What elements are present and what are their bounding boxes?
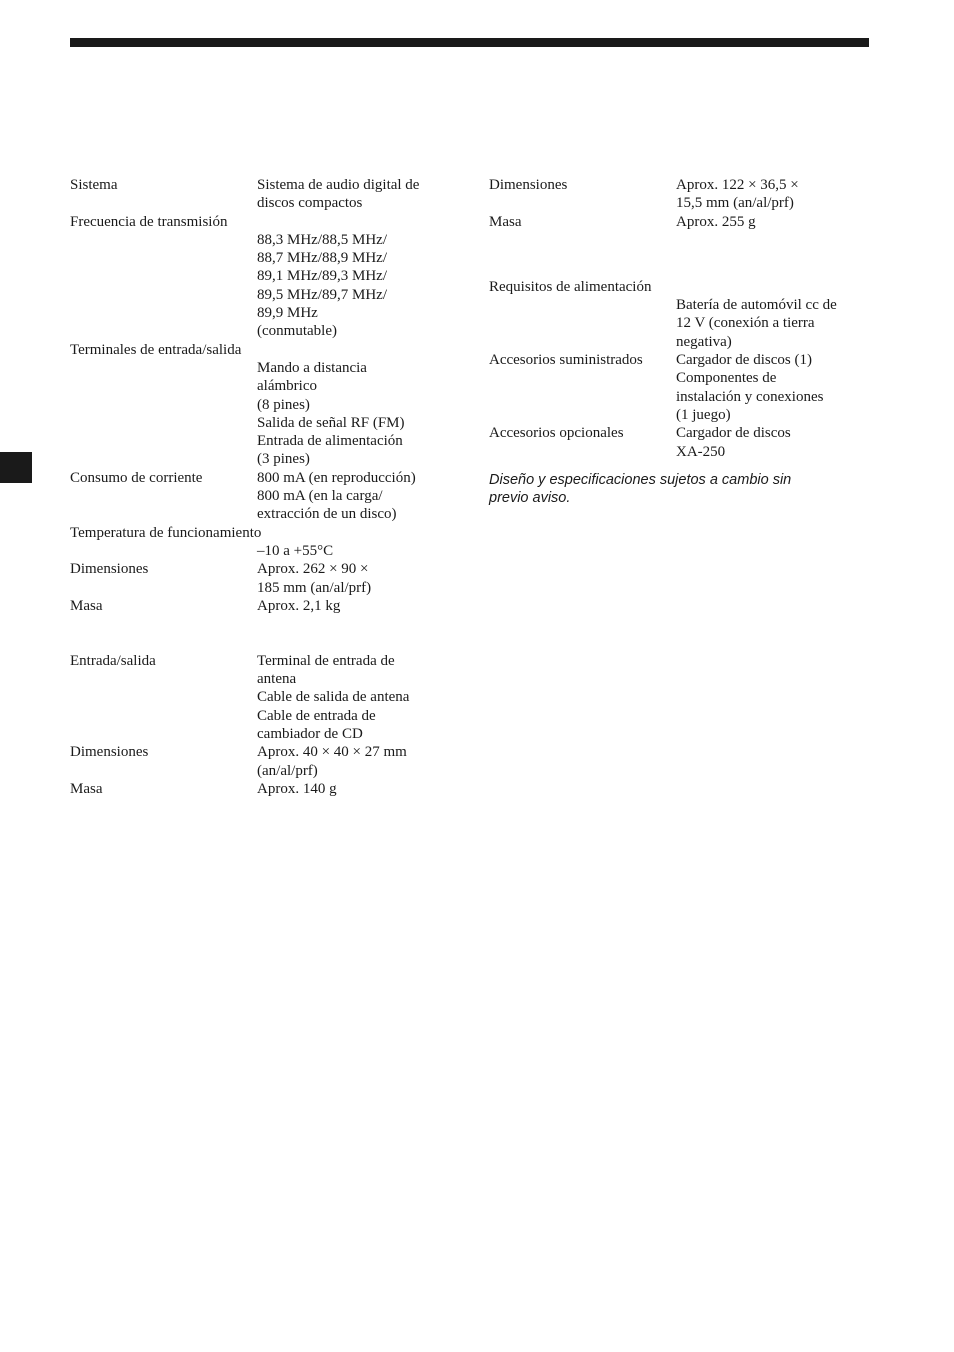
spec-label: Sistema [70,177,118,193]
value-line: extracción de un disco) [257,506,397,523]
value-line: –10 a +55°C [257,542,334,559]
spec-frecuencia-label: Frecuencia de transmisión [70,213,228,230]
spec-masa [70,597,460,615]
spec-accesorios-suministrados [489,351,869,424]
value-line: 88,7 MHz/88,9 MHz/ [257,250,387,267]
side-tab-marker [0,452,32,483]
spec-dimensiones [70,560,460,597]
value-line: 89,1 MHz/89,3 MHz/ [257,268,387,285]
note-line: previo aviso. [489,490,571,507]
spec-value [257,176,460,213]
value-line: instalación y conexiones [676,388,824,405]
value-line: 800 mA (en reproducción) [257,469,416,486]
value-line: antena [257,671,297,688]
value-line: Aprox. 40 × 40 × 27 mm [257,744,407,761]
spec-accesorios-opcionales [489,424,869,461]
value-line: cambiador de CD [257,725,363,742]
value-line: 800 mA (en la carga/ [257,488,383,505]
value-line: (3 pines) [257,451,310,468]
spec-requisitos-value [489,296,869,351]
spec-label: Masa [70,597,103,614]
value-line: Aprox. 122 × 36,5 × [676,177,799,193]
spec-temperatura-value [70,542,460,560]
spec-masa-interface [70,780,460,798]
spec-value [257,560,460,597]
spec-label: Dimensiones [70,744,149,761]
section-gap [489,231,869,278]
value-line: Aprox. 262 × 90 × [257,561,369,578]
spec-terminales-label: Terminales de entrada/salida [70,341,242,358]
spec-label: Masa [489,213,522,230]
spec-value [676,351,869,424]
specifications-note [489,471,849,508]
spec-label: Dimensiones [70,561,149,578]
note-line: Diseño y especificaciones sujetos a cambio sin [489,471,792,488]
value-line: discos compactos [257,195,363,212]
spec-value [257,652,460,743]
value-line: Salida de señal RF (FM) [257,414,405,431]
value-line: Aprox. 255 g [676,213,756,230]
spec-value [257,469,460,524]
spec-requisitos-label: Requisitos de alimentación [489,278,652,295]
spec-masa-remote [489,213,869,231]
spec-terminales-value [70,359,460,469]
value-line: Terminal de entrada de [257,652,395,669]
spec-label: Masa [70,780,103,797]
spec-label: Accesorios opcionales [489,425,624,442]
spec-consumo [70,469,460,524]
value-line: Cargador de discos [676,425,791,442]
value-line: Entrada de alimentación [257,433,403,450]
value-line: Componentes de [676,370,777,387]
spec-value [676,176,869,213]
value-line: 185 mm (an/al/prf) [257,579,372,596]
spec-value [257,743,460,780]
spec-label: Accesorios suministrados [489,352,643,369]
value-line: (8 pines) [257,396,310,413]
spec-value [676,213,869,231]
value-line: (conmutable) [257,323,337,340]
spec-sistema [70,176,460,213]
value-line: Cable de salida de antena [257,689,410,706]
value-line: Aprox. 140 g [257,780,337,797]
spec-value [257,780,460,798]
value-line: Sistema de audio digital de [257,177,420,193]
value-line: Mando a distancia [257,359,367,376]
spec-value [676,424,869,461]
value-line: 12 V (conexión a tierra [676,315,815,332]
spec-dimensiones-remote [489,176,869,213]
value-line: (1 juego) [676,406,731,423]
left-column [70,176,460,798]
value-line: Aprox. 2,1 kg [257,597,341,614]
value-line: (an/al/prf) [257,762,318,779]
spec-frecuencia-value [70,231,460,341]
value-line: Batería de automóvil cc de [676,297,837,314]
value-line: 89,5 MHz/89,7 MHz/ [257,286,387,303]
spec-label: Consumo de corriente [70,469,203,486]
spec-label: Entrada/salida [70,652,156,669]
value-line: Cable de entrada de [257,707,376,724]
spec-value [257,597,460,615]
right-column [489,176,869,507]
top-rule [70,38,869,47]
value-line: 15,5 mm (an/al/prf) [676,195,794,212]
spec-temperatura-label: Temperatura de funcionamiento [70,524,262,541]
value-line: Cargador de discos (1) [676,352,812,369]
value-line: 88,3 MHz/88,5 MHz/ [257,231,387,248]
section-gap [70,615,460,652]
spec-dimensiones-interface [70,743,460,780]
value-line: XA-250 [676,443,726,460]
spec-entrada-salida [70,652,460,743]
spec-label: Dimensiones [489,177,568,193]
value-line: negativa) [676,333,732,350]
value-line: alámbrico [257,378,317,395]
value-line: 89,9 MHz [257,305,318,322]
